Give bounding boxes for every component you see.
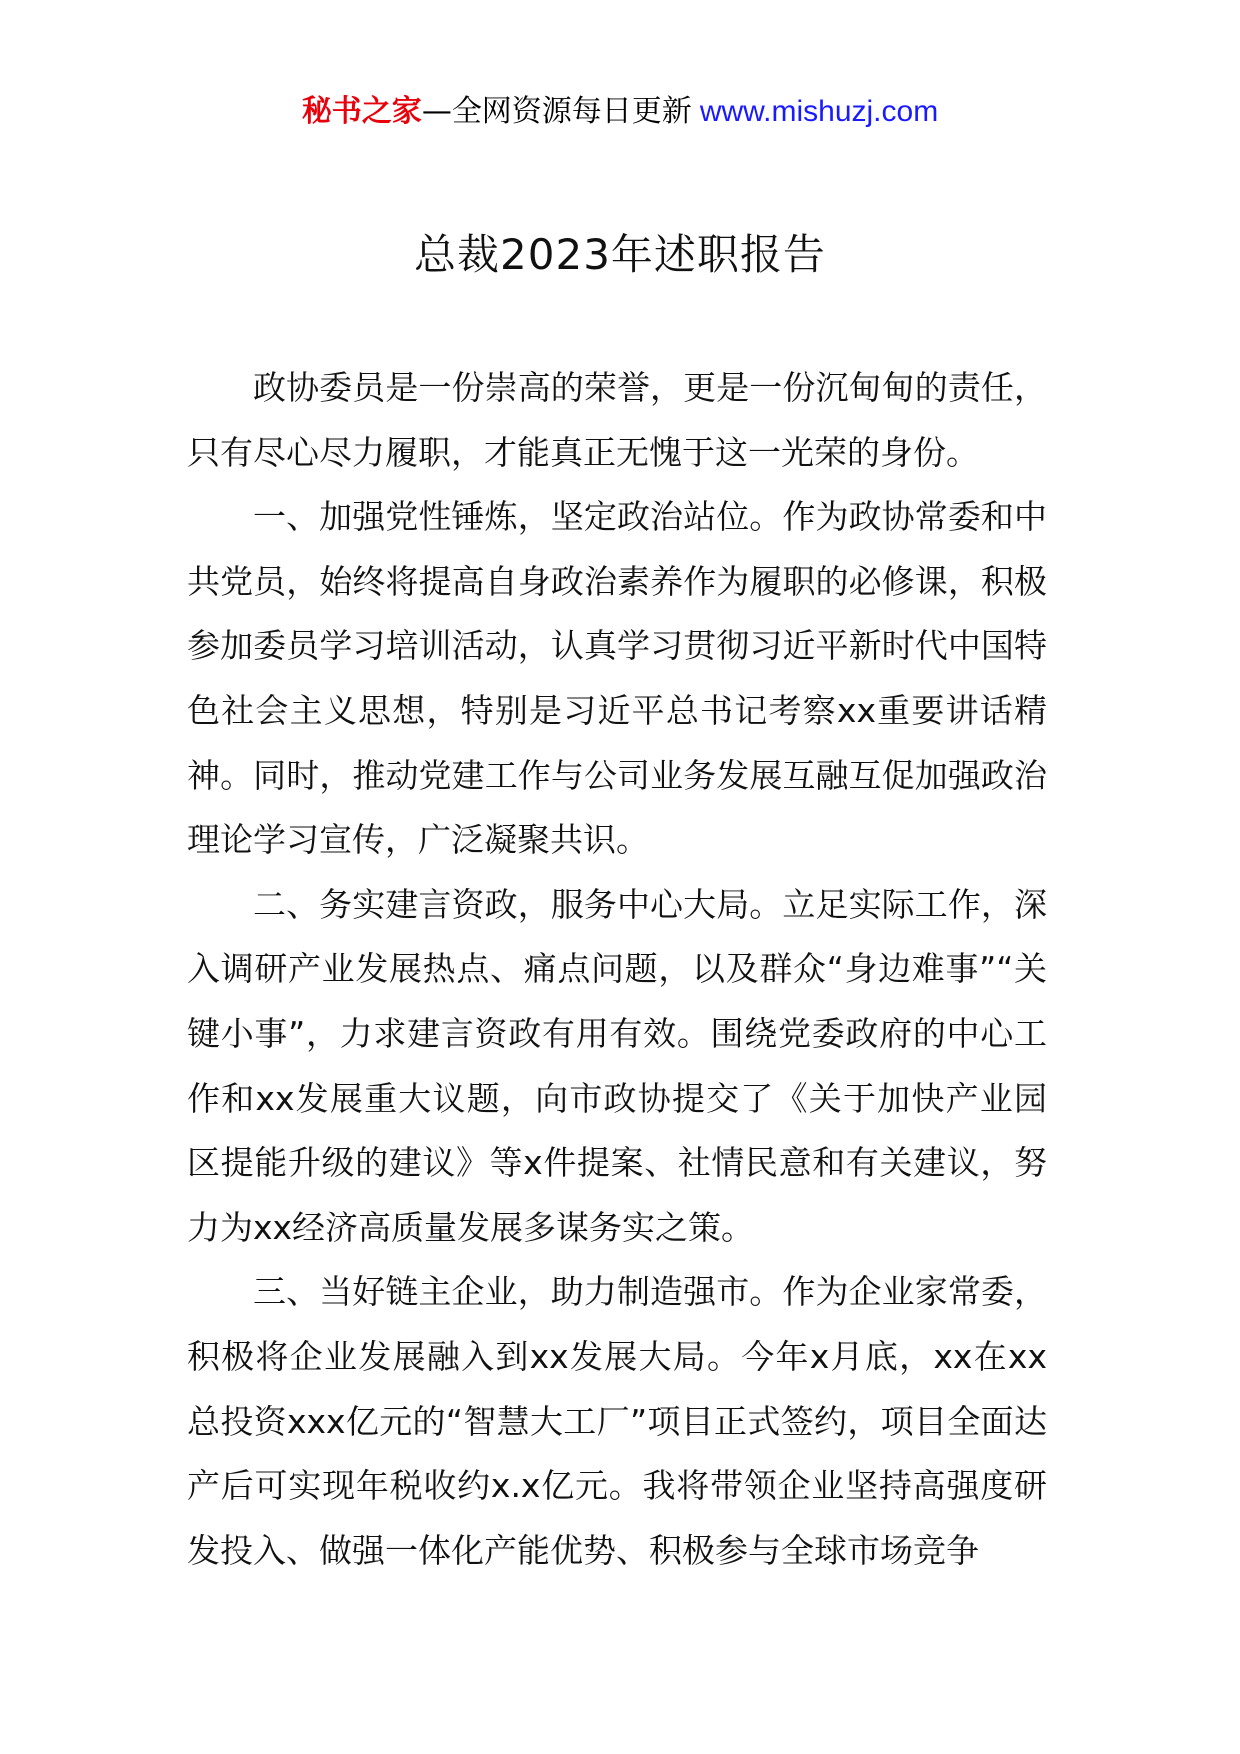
document-body: [187, 356, 1047, 1583]
paragraph-section-3: 三、当好链主企业，助力制造强市。作为企业家常委，积极将企业发展融入到xx发展大局。今年x月底，xx在xx总投资xxx亿元的“智慧大工厂”项目正式签约，项目全面达产后可实现年税收约x.x亿元。我将带领企业坚持高强度研发投入、做强一体化产能优势、积极参与全球市场竞争: [187, 1272, 1047, 1570]
paragraph-section-1: 一、加强党性锤炼，坚定政治站位。作为政协常委和中共党员，始终将提高自身政治素养作为履职的必修课，积极参加委员学习培训活动，认真学习贯彻习近平新时代中国特色社会主义思想，特别是习近平总书记考察xx重要讲话精神。同时，推动党建工作与公司业务发展互融互促加强政治理论学习宣传，广泛凝聚共识。: [187, 497, 1047, 860]
site-slogan: —全网资源每日更新: [421, 94, 692, 129]
paragraph-intro: 政协委员是一份崇高的荣誉，更是一份沉甸甸的责任，只有尽心尽力履职，才能真正无愧于这一光荣的身份。: [187, 368, 1047, 472]
site-header: [0, 92, 1240, 132]
site-url-link[interactable]: www.mishuzj.com: [699, 95, 939, 128]
document-title: 总裁2023年述职报告: [414, 230, 826, 279]
paragraph-section-2: 二、务实建言资政，服务中心大局。立足实际工作，深入调研产业发展热点、痛点问题，以及群众“身边难事”“关键小事”，力求建言资政有用有效。围绕党委政府的中心工作和xx发展重大议题，向市政协提交了《关于加快产业园区提能升级的建议》等x件提案、社情民意和有关建议，努力为xx经济高质量发展多谋务实之策。: [187, 884, 1047, 1247]
site-brand: 秘书之家: [301, 94, 422, 129]
